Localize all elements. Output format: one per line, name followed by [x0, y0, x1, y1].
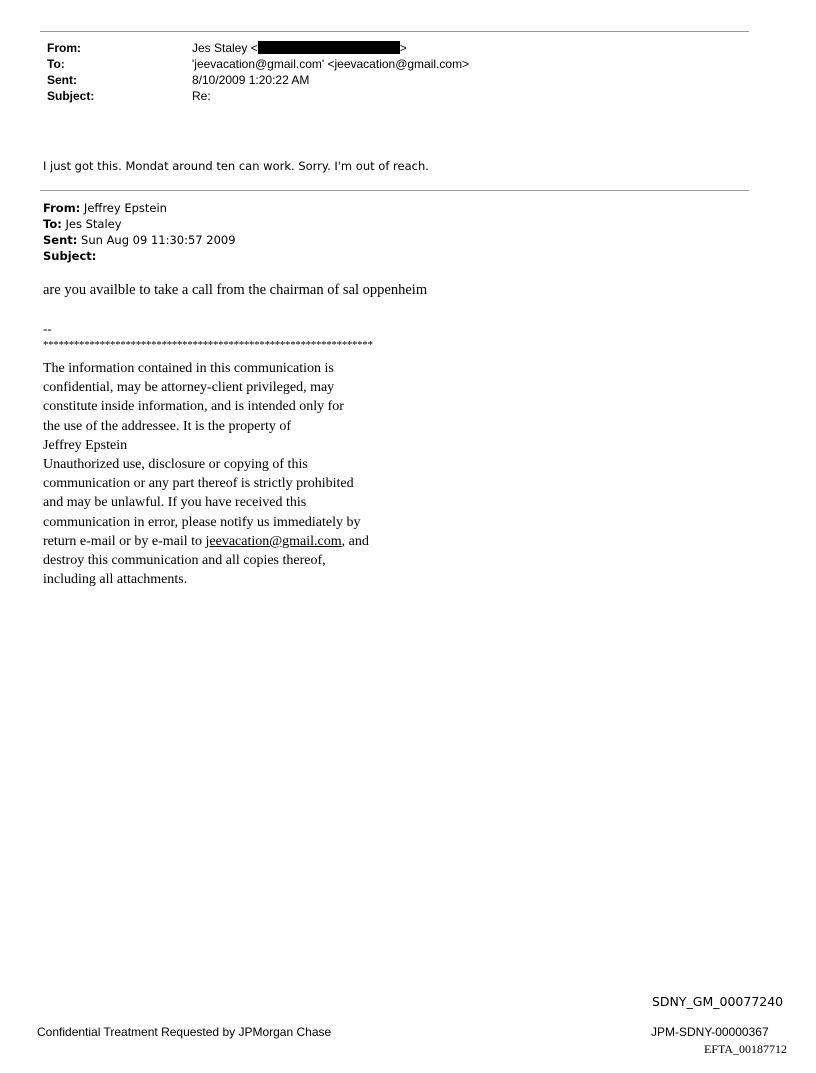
quoted-body: are you availble to take a call from the chairman of sal oppenheim	[43, 282, 428, 298]
quoted-from-label: From:	[43, 201, 81, 215]
disclaimer-text: , and	[341, 533, 369, 549]
bates-efta: EFTA_00187712	[704, 1042, 788, 1056]
disclaimer-line: constitute inside information, and is intended only for	[43, 399, 344, 415]
sent-value: 8/10/2009 1:20:22 AM	[192, 73, 310, 87]
bates-jpm: JPM-SDNY-00000367	[651, 1025, 769, 1039]
redaction-box	[258, 41, 400, 54]
quoted-subject	[43, 249, 96, 264]
quote-divider	[40, 190, 749, 191]
top-divider	[40, 31, 749, 32]
disclaimer-line: communication in error, please notify us immediately by	[43, 514, 361, 530]
quoted-to-label: To:	[43, 217, 62, 231]
disclaimer-line	[43, 532, 369, 551]
disclaimer-line: communication or any part thereof is strictly prohibited	[43, 476, 354, 492]
disclaimer-line: The information contained in this communication is	[43, 361, 334, 376]
signature-stars: ****************************************************************	[43, 339, 373, 351]
quoted-sent-value: Sun Aug 09 11:30:57 2009	[77, 233, 236, 247]
quoted-sent-label: Sent:	[43, 233, 78, 247]
email-link[interactable]: jeevacation@gmail.com	[205, 533, 342, 549]
quoted-to-value: Jes Staley	[61, 217, 122, 231]
quoted-sent	[43, 233, 236, 248]
subject-label: Subject:	[47, 89, 95, 103]
from-value	[192, 41, 407, 56]
disclaimer-text: return e-mail or by e-mail to	[43, 533, 206, 549]
to-label: To:	[47, 57, 65, 71]
disclaimer-line: and may be unlawful. If you have received this	[43, 495, 307, 511]
from-close: >	[399, 41, 407, 55]
to-value: 'jeevacation@gmail.com' <jeevacation@gmail.com>	[192, 57, 470, 71]
quoted-subject-label: Subject:	[43, 249, 97, 263]
disclaimer-line: confidential, may be attorney-client privileged, may	[43, 380, 335, 396]
bates-sdny: SDNY_GM_00077240	[652, 994, 784, 1009]
quoted-to	[43, 217, 122, 232]
disclaimer-line: Unauthorized use, disclosure or copying of this	[43, 457, 308, 473]
from-label: From:	[47, 41, 81, 55]
quoted-from-value: Jeffrey Epstein	[80, 201, 167, 215]
disclaimer-line: Jeffrey Epstein	[43, 437, 128, 453]
signature-dashes: --	[43, 321, 52, 336]
quoted-from	[43, 201, 167, 216]
disclaimer-line: the use of the addressee. It is the property of	[43, 418, 292, 434]
disclaimer-line: destroy this communication and all copies thereof,	[43, 553, 326, 569]
from-name: Jes Staley <	[192, 41, 258, 55]
disclaimer-line: including all attachments.	[43, 572, 188, 588]
disclaimer	[43, 359, 369, 589]
confidential-notice: Confidential Treatment Requested by JPMorgan Chase	[37, 1025, 332, 1039]
reply-body: I just got this. Mondat around ten can work. Sorry. I'm out of reach.	[43, 159, 429, 173]
subject-value: Re:	[192, 89, 211, 103]
sent-label: Sent:	[47, 73, 77, 87]
